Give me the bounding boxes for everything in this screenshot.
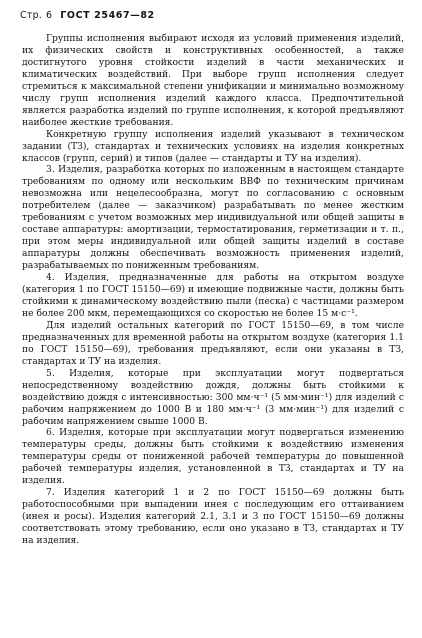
paragraph-item-3: 3. Изделия, разработка которых по изложенным в настоящем стандарте требованиям по одному или нескольким ВВФ по техническим причинам невозможна или нецелесообразна, могут по согласованию с основным потребителем (далее — заказчиком) разрабатывать по менее жестким требованиям с учетом возможных мер индивидуальной или общей защиты в составе аппаратуры: амортизации, термостатирования, герметизации и т. п., при этом меры индивидуальной или общей защиты изделий в составе аппаратуры должны обеспечивать возможность применения изделий, разрабатываемых по пониженным требованиям. bbox=[22, 165, 404, 272]
paragraph-item-4-other-categories: Для изделий остальных категорий по ГОСТ 15150—69, в том числе предназначенных для временной работы на открытом воздухе (категория 1.1 по ГОСТ 15150—69), требования предъявляют, если они указаны в ТЗ, стандартах и ТУ на изделия. bbox=[22, 320, 404, 367]
page-number: 6 bbox=[46, 10, 53, 21]
paragraph-groups-selection: Группы исполнения выбирают исходя из условий применения изделий, их физических свойств и конструктивных особенностей, а также достигнутого уровня стойкости изделий в части механических и климатических воздействий. При выборе групп исполнения следует стремиться к максимальной степени унификации и минимально возможному числу групп исполнения изделий каждого класса. Предпочтительной является разработка изделий по группе исполнения, к которой предъявляют наиболее жесткие требования. bbox=[22, 34, 404, 128]
document-body bbox=[22, 34, 404, 548]
paragraph-group-specification: Конкретную группу исполнения изделий указывают в техническом задании (ТЗ), стандартах и технических условиях на изделия конкретных классов (групп, серий) и типов (далее — стандарты и ТУ на изделия). bbox=[22, 129, 404, 164]
page-header bbox=[20, 10, 155, 21]
paragraph-item-6: 6. Изделия, которые при эксплуатации могут подвергаться изменению температуры среды, должны быть стойкими к воздействию изменения температуры среды от пониженной рабочей температуры до повышенной рабочей температуры изделия, установленной в ТЗ, стандартах и ТУ на изделия. bbox=[22, 428, 404, 487]
page-label: Стр. bbox=[20, 10, 43, 21]
paragraph-item-4: 4. Изделия, предназначенные для работы на открытом воздухе (категория 1 по ГОСТ 15150—69) и имеющие подвижные части, должны быть стойкими к динамическому воздействию пыли (песка) с частицами размером не более 200 мкм, перемещающихся со скоростью не более 15 м·с⁻¹. bbox=[22, 273, 404, 319]
paragraph-item-7: 7. Изделия категорий 1 и 2 по ГОСТ 15150—69 должны быть работоспособными при выпадении инея с последующим его оттаиванием (инея и росы). Изделия категорий 2.1, 3.1 и 3 по ГОСТ 15150—69 должны соответствовать этому требованию, если оно указано в ТЗ, стандартах и ТУ на изделия. bbox=[22, 488, 404, 547]
standard-designation: ГОСТ 25467—82 bbox=[60, 10, 155, 21]
paragraph-item-5: 5. Изделия, которые при эксплуатации могут подвергаться непосредственному воздействию дождя, должны быть стойкими к воздействию дождя с интенсивностью: 300 мм·ч⁻¹ (5 мм·мин⁻¹) для изделий с рабочим напряжением до 1000 В и 180 мм·ч⁻¹ (3 мм·мин⁻¹) для изделий с рабочим напряжением свыше 1000 В. bbox=[22, 368, 404, 427]
